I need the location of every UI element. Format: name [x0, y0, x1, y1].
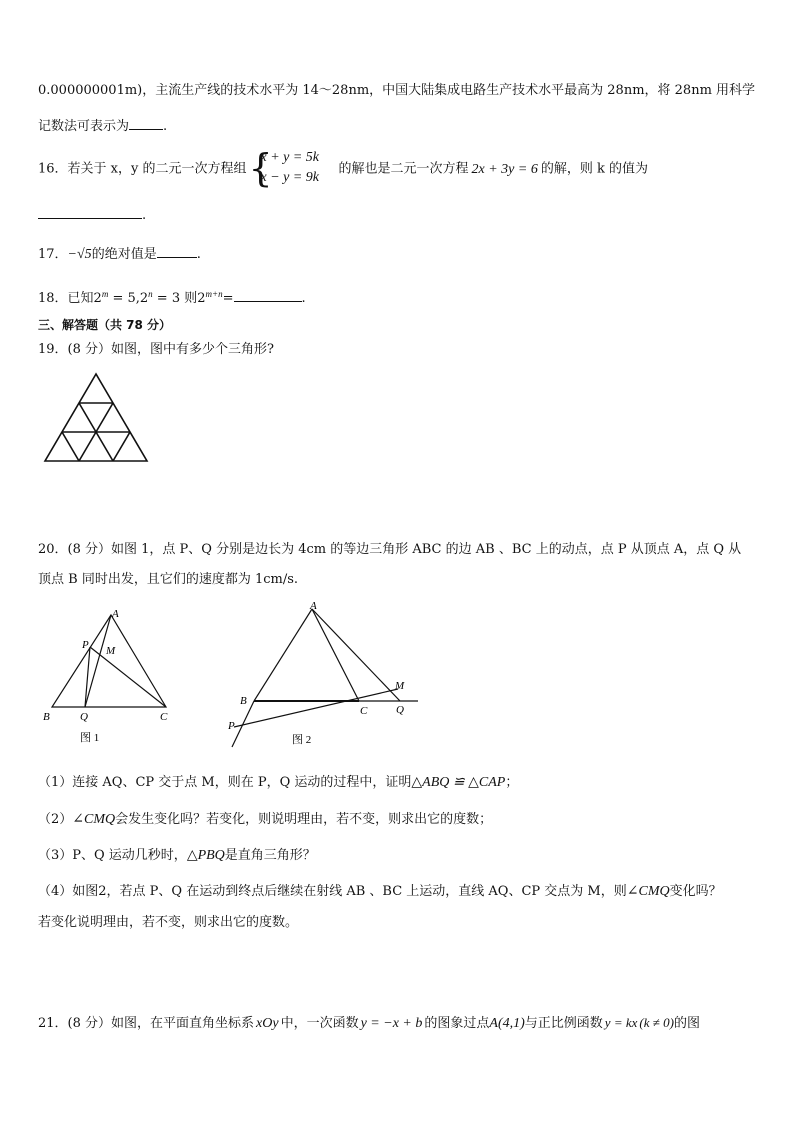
brace-icon: {	[248, 146, 273, 190]
fig2-side-ab	[254, 609, 312, 701]
q21-coord: xOy	[256, 1016, 279, 1031]
fig2-label-q: Q	[396, 704, 404, 716]
q18-target: 2	[197, 291, 206, 306]
q18-cond1-exp: m	[101, 289, 109, 299]
q18-question	[38, 285, 306, 308]
q16-prefix: 16．若关于 x，y 的二元一次方程组	[38, 161, 247, 177]
q20-s3-prefix: （3）P、Q 运动几秒时，	[38, 848, 187, 863]
q17-answer-blank[interactable]	[157, 245, 197, 258]
fig1-label-q: Q	[80, 711, 88, 723]
q15-line1: 0.000000001m)，主流生产线的技术水平为 14～28nm，中国大陆集成电路生产技术水平最高为 28nm，将 28nm 用科学	[38, 83, 756, 98]
fig1-label-a: A	[112, 608, 119, 620]
q16-eq3: 2x + 3y = 6	[471, 161, 538, 177]
q15-answer-blank[interactable]	[129, 117, 163, 130]
q20-s2-math: ∠CMQ	[72, 812, 116, 827]
q16-eq1: x + y = 5k	[260, 150, 320, 165]
q21-suffix: 的图	[673, 1016, 700, 1031]
q17-prefix: 17．	[38, 247, 68, 262]
q20-s3-math: △PBQ	[186, 848, 225, 863]
fig2-label-a: A	[310, 600, 317, 612]
q20-line1: 20．(8 分）如图 1，点 P、Q 分别是边长为 4cm 的等边三角形 ABC 的边 AB 、BC 上的动点，点 P 从顶点 A，点 Q 从	[38, 542, 742, 557]
q20-line2: 顶点 B 同时出发，且它们的速度都为 1cm/s.	[38, 572, 299, 587]
q16-answer-line	[38, 206, 146, 225]
q15-line2	[38, 117, 167, 136]
q19-outer-triangle	[45, 374, 147, 461]
q18-eq: =	[222, 291, 234, 306]
fig1-caption: 图 1	[80, 732, 100, 744]
q20-sub4-line2: 若变化说明理由，若不变，则求出它的度数。	[38, 915, 299, 930]
q20-s2-suffix: 会发生变化吗？若变化，则说明理由，若不变，则求出它的度数；	[115, 812, 493, 827]
q18-cond2: 2	[139, 291, 149, 306]
fig1-lines	[52, 615, 166, 707]
fig2-label-p: P	[228, 720, 235, 732]
fig2-label-m: M	[395, 680, 405, 692]
q20-s1-suffix: ；	[505, 775, 519, 790]
q16-middle: 的解也是二元一次方程	[338, 161, 469, 177]
q18-end: .	[301, 291, 306, 306]
q19-triangle-lines	[45, 374, 147, 461]
fig2-label-c: C	[360, 705, 368, 717]
q21-question	[38, 1014, 700, 1033]
q20-s1-prefix: （1）连接 AQ、CP 交于点 M，则在 P，Q 运动的过程中，证明	[38, 775, 412, 790]
fig2-lines	[232, 609, 418, 747]
fig1-segment-cp	[90, 647, 166, 707]
q20-figure-1	[36, 603, 186, 748]
q20-sub2	[38, 811, 492, 829]
q19-line-diag3	[62, 432, 79, 461]
q18-cond2-exp: n	[148, 289, 153, 299]
q20-s4-math: ∠CMQ	[626, 884, 670, 899]
fig1-label-m: M	[106, 645, 116, 657]
q21-prefix: 21．(8 分）如图，在平面直角坐标系	[38, 1016, 255, 1031]
fig1-label-b: B	[43, 711, 50, 723]
q17-suffix: 的绝对值是	[91, 247, 157, 262]
q18-mid: 则	[180, 291, 198, 306]
q16-question	[38, 146, 648, 190]
q18-cond1-val: = 5,	[108, 291, 140, 306]
q18-target-exp: m+n	[205, 289, 223, 299]
q21-cond: (k ≠ 0)	[639, 1015, 674, 1030]
fig2-line-aq	[312, 609, 400, 701]
q20-s3-suffix: 是直角三角形？	[224, 848, 316, 863]
q15-line2-suffix: .	[163, 119, 168, 134]
fig1-label-p: P	[82, 639, 89, 651]
q20-sub4	[38, 883, 722, 901]
fig2-label-b: B	[240, 695, 247, 707]
q20-figure-2	[222, 597, 427, 752]
fig1-label-c: C	[160, 711, 168, 723]
fig2-caption: 图 2	[292, 734, 312, 746]
q19-question: 19．(8 分）如图，图中有多少个三角形?	[38, 342, 274, 357]
q19-line-diag4	[113, 432, 130, 461]
q21-func1: y = −x + b	[360, 1016, 423, 1031]
q20-sub3	[38, 847, 316, 865]
q16-equation-system	[248, 146, 336, 190]
q21-mid2: 的图象过点	[424, 1016, 490, 1031]
q18-prefix: 18．已知	[38, 291, 94, 306]
q20-s4-suffix: 变化吗？	[669, 884, 722, 899]
q17-expr: −√5	[67, 247, 92, 262]
fig2-ray-ab	[232, 701, 254, 747]
q20-s4-prefix: （4）如图2，若点 P、Q 在运动到终点后继续在射线 AB 、BC 上运动，直线 AQ、CP 交点为 M，则	[38, 884, 627, 899]
q15-line2-prefix: 记数法可表示为	[38, 119, 130, 134]
q17-end: .	[196, 247, 201, 262]
q19-triangle-figure	[40, 370, 152, 466]
q21-mid3: 与正比例函数	[524, 1016, 603, 1031]
section-3-heading: 三、解答题（共 78 分）	[38, 318, 172, 332]
q16-suffix: 的解，则 k 的值为	[540, 161, 648, 177]
q20-sub1	[38, 774, 518, 792]
q18-cond2-val: = 3	[152, 291, 181, 306]
q21-mid1: 中，一次函数	[280, 1016, 359, 1031]
q21-point: A(4,1)	[489, 1016, 525, 1031]
q20-s1-math: △ABQ ≌ △CAP	[411, 775, 506, 790]
fig2-side-ac	[312, 609, 359, 701]
q18-cond1: 2	[93, 291, 102, 306]
q17-question	[38, 245, 201, 264]
q20-s2-prefix: （2）	[38, 812, 73, 827]
q16-blank-end: .	[142, 208, 147, 223]
q16-answer-blank[interactable]	[38, 206, 142, 219]
q16-eq2: x − y = 9k	[260, 170, 320, 185]
q21-func2: y = kx	[604, 1015, 638, 1030]
q18-answer-blank[interactable]	[234, 289, 302, 302]
